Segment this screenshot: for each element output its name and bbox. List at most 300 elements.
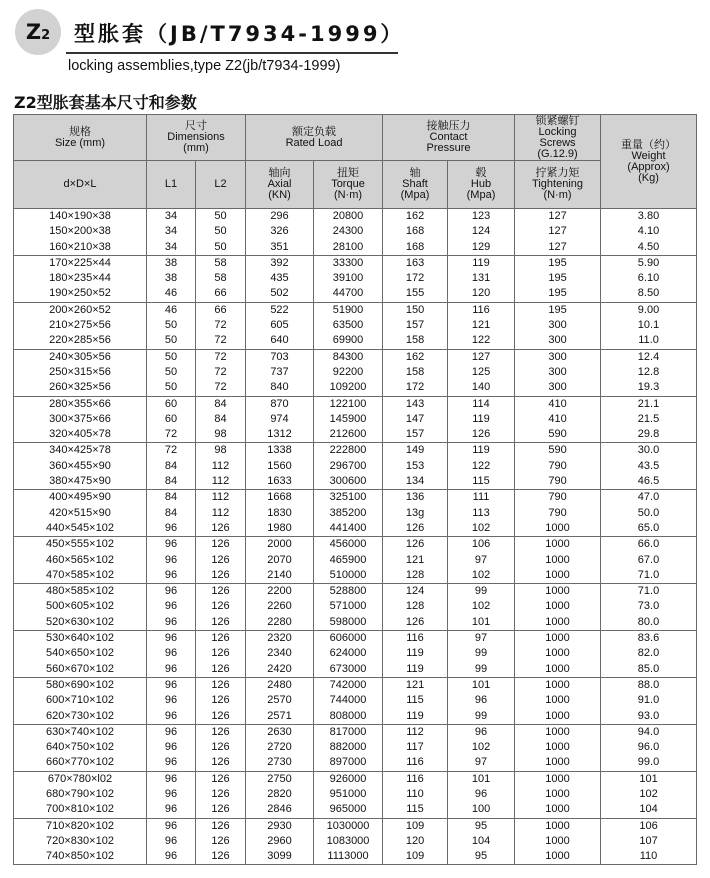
size-cell: 250×315×56 [14, 365, 147, 380]
axial-cell: 2320 [246, 631, 314, 647]
hub-cell: 122 [448, 459, 515, 474]
hub-cell: 120 [448, 286, 515, 302]
header-line: Size (mm) [54, 136, 106, 149]
size-cell: 360×455×90 [14, 459, 147, 474]
torque-cell: 1083000 [314, 834, 383, 849]
hub-cell: 99 [448, 584, 515, 600]
l2-cell: 50 [196, 224, 246, 239]
l2-cell: 72 [196, 380, 246, 396]
hub-cell: 96 [448, 693, 515, 708]
shaft-cell: 126 [383, 521, 448, 537]
hub-cell: 113 [448, 506, 515, 521]
shaft-cell: 134 [383, 474, 448, 490]
l2-cell: 126 [196, 677, 246, 693]
l2-cell: 126 [196, 755, 246, 771]
l1-cell: 72 [147, 427, 196, 443]
shaft-cell: 119 [383, 646, 448, 661]
tightening-cell: 590 [515, 427, 601, 443]
size-cell: 240×305×56 [14, 349, 147, 365]
header-line: 接触压力 [426, 120, 471, 132]
weight-cell: 11.0 [601, 333, 697, 349]
l2-cell: 72 [196, 365, 246, 380]
tightening-cell: 300 [515, 333, 601, 349]
axial-cell: 2570 [246, 693, 314, 708]
table-row [14, 490, 697, 506]
size-cell: 180×235×44 [14, 271, 147, 286]
weight-cell: 85.0 [601, 662, 697, 678]
l1-cell: 38 [147, 271, 196, 286]
l2-cell: 126 [196, 771, 246, 787]
size-cell: 680×790×102 [14, 787, 147, 802]
header-line: (mm) [183, 142, 209, 154]
header-line: Torque [331, 178, 365, 190]
l1-cell: 46 [147, 302, 196, 318]
l1-cell: 96 [147, 568, 196, 584]
tightening-cell: 790 [515, 474, 601, 490]
torque-cell: 51900 [314, 302, 383, 318]
weight-cell: 71.0 [601, 584, 697, 600]
axial-cell: 392 [246, 255, 314, 271]
axial-cell: 1338 [246, 443, 314, 459]
header-locking-screws [515, 115, 601, 161]
l2-cell: 126 [196, 740, 246, 755]
weight-cell: 83.6 [601, 631, 697, 647]
torque-cell: 571000 [314, 599, 383, 614]
tightening-cell: 195 [515, 255, 601, 271]
l2-cell: 126 [196, 584, 246, 600]
torque-cell: 606000 [314, 631, 383, 647]
torque-cell: 300600 [314, 474, 383, 490]
tightening-cell: 1000 [515, 537, 601, 553]
header-line: 规格 [69, 125, 91, 138]
header-line: 锁紧螺钉 [535, 114, 580, 127]
shaft-cell: 115 [383, 802, 448, 818]
tightening-cell: 1000 [515, 849, 601, 865]
header-line: 重量（约） [621, 138, 677, 151]
weight-cell: 6.10 [601, 271, 697, 286]
torque-cell: 742000 [314, 677, 383, 693]
size-cell: 720×830×102 [14, 834, 147, 849]
weight-cell: 101 [601, 771, 697, 787]
weight-cell: 88.0 [601, 677, 697, 693]
l1-cell: 84 [147, 459, 196, 474]
hub-cell: 127 [448, 349, 515, 365]
hub-cell: 99 [448, 646, 515, 661]
weight-cell: 29.8 [601, 427, 697, 443]
l1-cell: 60 [147, 412, 196, 427]
axial-cell: 2730 [246, 755, 314, 771]
table-row [14, 412, 697, 427]
torque-cell: 817000 [314, 724, 383, 740]
l1-cell: 96 [147, 584, 196, 600]
size-cell: 380×475×90 [14, 474, 147, 490]
tightening-cell: 1000 [515, 599, 601, 614]
l1-cell: 96 [147, 646, 196, 661]
shaft-cell: 119 [383, 662, 448, 678]
axial-cell: 1980 [246, 521, 314, 537]
hub-cell: 97 [448, 631, 515, 647]
header-line: 尺寸 [185, 120, 207, 132]
shaft-cell: 149 [383, 443, 448, 459]
size-cell: 280×355×66 [14, 396, 147, 412]
l2-cell: 112 [196, 474, 246, 490]
tightening-cell: 1000 [515, 771, 601, 787]
size-cell: 210×275×56 [14, 318, 147, 333]
table-row [14, 506, 697, 521]
axial-cell: 522 [246, 302, 314, 318]
weight-cell: 3.80 [601, 209, 697, 225]
table-row [14, 255, 697, 271]
hub-cell: 119 [448, 443, 515, 459]
torque-cell: 465900 [314, 553, 383, 568]
table-row [14, 584, 697, 600]
weight-cell: 10.1 [601, 318, 697, 333]
header-line: Pressure [426, 142, 471, 154]
l1-cell: 96 [147, 662, 196, 678]
size-cell: 140×190×38 [14, 209, 147, 225]
header-line: Tightening [532, 178, 583, 190]
l1-cell: 96 [147, 818, 196, 834]
l2-cell: 112 [196, 490, 246, 506]
l2-cell: 126 [196, 802, 246, 818]
l2-cell: 58 [196, 271, 246, 286]
size-cell: 460×565×102 [14, 553, 147, 568]
hub-cell: 102 [448, 568, 515, 584]
shaft-cell: 128 [383, 568, 448, 584]
axial-cell: 2960 [246, 834, 314, 849]
header-line: Rated Load [285, 136, 343, 149]
axial-cell: 2000 [246, 537, 314, 553]
header-l2: L2 [196, 161, 246, 209]
l1-cell: 96 [147, 615, 196, 631]
weight-cell: 94.0 [601, 724, 697, 740]
header-line: (Kg) [638, 171, 659, 184]
table-row [14, 286, 697, 302]
tightening-cell: 1000 [515, 709, 601, 725]
hub-cell: 119 [448, 255, 515, 271]
shaft-cell: 124 [383, 584, 448, 600]
weight-cell: 4.10 [601, 224, 697, 239]
tightening-cell: 127 [515, 209, 601, 225]
header-line: 扭矩 [337, 167, 359, 179]
shaft-cell: 153 [383, 459, 448, 474]
l1-cell: 96 [147, 834, 196, 849]
weight-cell: 12.4 [601, 349, 697, 365]
weight-cell: 91.0 [601, 693, 697, 708]
shaft-cell: 157 [383, 427, 448, 443]
tightening-cell: 790 [515, 459, 601, 474]
l2-cell: 126 [196, 709, 246, 725]
weight-cell: 66.0 [601, 537, 697, 553]
torque-cell: 222800 [314, 443, 383, 459]
hub-cell: 123 [448, 209, 515, 225]
weight-cell: 12.8 [601, 365, 697, 380]
table-row [14, 615, 697, 631]
table-row [14, 224, 697, 239]
axial-cell: 1560 [246, 459, 314, 474]
table-row [14, 427, 697, 443]
header-line: (Mpa) [466, 189, 496, 201]
header-dxdxl: d×D×L [14, 161, 147, 209]
l1-cell: 84 [147, 490, 196, 506]
axial-cell: 2200 [246, 584, 314, 600]
tightening-cell: 1000 [515, 724, 601, 740]
l2-cell: 126 [196, 631, 246, 647]
table-row [14, 834, 697, 849]
header-line: (KN) [268, 189, 291, 201]
axial-cell: 2820 [246, 787, 314, 802]
table-row [14, 333, 697, 349]
header-axial [246, 161, 314, 209]
table-row [14, 724, 697, 740]
l2-cell: 126 [196, 787, 246, 802]
torque-cell: 69900 [314, 333, 383, 349]
l2-cell: 126 [196, 521, 246, 537]
shaft-cell: 119 [383, 709, 448, 725]
axial-cell: 737 [246, 365, 314, 380]
torque-cell: 145900 [314, 412, 383, 427]
size-cell: 320×405×78 [14, 427, 147, 443]
table-row [14, 459, 697, 474]
hub-cell: 119 [448, 412, 515, 427]
tightening-cell: 195 [515, 286, 601, 302]
size-cell: 540×650×102 [14, 646, 147, 661]
tightening-cell: 1000 [515, 802, 601, 818]
l1-cell: 50 [147, 365, 196, 380]
torque-cell: 92200 [314, 365, 383, 380]
size-cell: 640×750×102 [14, 740, 147, 755]
size-cell: 560×670×102 [14, 662, 147, 678]
table-row [14, 646, 697, 661]
l2-cell: 50 [196, 240, 246, 256]
size-cell: 200×260×52 [14, 302, 147, 318]
size-cell: 670×780×l02 [14, 771, 147, 787]
weight-cell: 93.0 [601, 709, 697, 725]
l1-cell: 96 [147, 740, 196, 755]
shaft-cell: 109 [383, 849, 448, 865]
tightening-cell: 1000 [515, 740, 601, 755]
header-size [14, 115, 147, 161]
size-cell: 520×630×102 [14, 615, 147, 631]
size-cell: 160×210×38 [14, 240, 147, 256]
weight-cell: 21.1 [601, 396, 697, 412]
header-line: (Approx) [627, 160, 670, 173]
axial-cell: 1633 [246, 474, 314, 490]
axial-cell: 605 [246, 318, 314, 333]
torque-cell: 1113000 [314, 849, 383, 865]
size-cell: 530×640×102 [14, 631, 147, 647]
hub-cell: 99 [448, 709, 515, 725]
table-row [14, 787, 697, 802]
axial-cell: 840 [246, 380, 314, 396]
table-row [14, 771, 697, 787]
l1-cell: 96 [147, 677, 196, 693]
tightening-cell: 410 [515, 396, 601, 412]
weight-cell: 19.3 [601, 380, 697, 396]
weight-cell: 4.50 [601, 240, 697, 256]
table-row [14, 818, 697, 834]
weight-cell: 50.0 [601, 506, 697, 521]
tightening-cell: 1000 [515, 787, 601, 802]
shaft-cell: 143 [383, 396, 448, 412]
tightening-cell: 127 [515, 224, 601, 239]
axial-cell: 351 [246, 240, 314, 256]
shaft-cell: 158 [383, 365, 448, 380]
header-line: Locking [538, 125, 577, 138]
torque-cell: 325100 [314, 490, 383, 506]
hub-cell: 122 [448, 333, 515, 349]
torque-cell: 212600 [314, 427, 383, 443]
table-row [14, 755, 697, 771]
l1-cell: 38 [147, 255, 196, 271]
badge-letter: Z [25, 20, 42, 44]
l2-cell: 66 [196, 302, 246, 318]
hub-cell: 126 [448, 427, 515, 443]
l2-cell: 98 [196, 443, 246, 459]
weight-cell: 21.5 [601, 412, 697, 427]
l2-cell: 126 [196, 553, 246, 568]
table-row [14, 240, 697, 256]
axial-cell: 2571 [246, 709, 314, 725]
l1-cell: 96 [147, 771, 196, 787]
size-cell: 620×730×102 [14, 709, 147, 725]
l1-cell: 96 [147, 537, 196, 553]
header-line: 额定负载 [292, 125, 336, 138]
specs-table [13, 114, 697, 865]
l2-cell: 126 [196, 646, 246, 661]
shaft-cell: 162 [383, 209, 448, 225]
shaft-cell: 162 [383, 349, 448, 365]
torque-cell: 20800 [314, 209, 383, 225]
axial-cell: 2846 [246, 802, 314, 818]
l1-cell: 34 [147, 224, 196, 239]
header-line: Hub [470, 178, 492, 190]
header-line: 拧紧力矩 [535, 167, 580, 179]
l2-cell: 72 [196, 333, 246, 349]
axial-cell: 2930 [246, 818, 314, 834]
table-row [14, 443, 697, 459]
table-row [14, 537, 697, 553]
l1-cell: 34 [147, 209, 196, 225]
weight-cell: 106 [601, 818, 697, 834]
tightening-cell: 1000 [515, 677, 601, 693]
header-line: Screws [539, 136, 576, 149]
weight-cell: 104 [601, 802, 697, 818]
shaft-cell: 126 [383, 537, 448, 553]
torque-cell: 456000 [314, 537, 383, 553]
hub-cell: 102 [448, 599, 515, 614]
torque-cell: 528800 [314, 584, 383, 600]
axial-cell: 2750 [246, 771, 314, 787]
size-cell: 190×250×52 [14, 286, 147, 302]
torque-cell: 744000 [314, 693, 383, 708]
size-cell: 220×285×56 [14, 333, 147, 349]
l2-cell: 72 [196, 318, 246, 333]
tightening-cell: 1000 [515, 584, 601, 600]
axial-cell: 1668 [246, 490, 314, 506]
axial-cell: 326 [246, 224, 314, 239]
weight-cell: 67.0 [601, 553, 697, 568]
header-line: (N·m) [333, 189, 363, 201]
torque-cell: 897000 [314, 755, 383, 771]
header-dimensions [147, 115, 246, 161]
table-row [14, 662, 697, 678]
tightening-cell: 1000 [515, 646, 601, 661]
torque-cell: 1030000 [314, 818, 383, 834]
size-cell: 710×820×102 [14, 818, 147, 834]
axial-cell: 974 [246, 412, 314, 427]
torque-cell: 624000 [314, 646, 383, 661]
page-subtitle: locking assemblies,type Z2(jb/t7934-1999) [68, 58, 341, 74]
header-shaft [383, 161, 448, 209]
shaft-cell: 121 [383, 677, 448, 693]
l1-cell: 50 [147, 380, 196, 396]
l2-cell: 126 [196, 818, 246, 834]
size-cell: 420×515×90 [14, 506, 147, 521]
l1-cell: 96 [147, 787, 196, 802]
badge-subscript: 2 [41, 27, 51, 43]
size-cell: 170×225×44 [14, 255, 147, 271]
table-row [14, 553, 697, 568]
tightening-cell: 1000 [515, 693, 601, 708]
shaft-cell: 150 [383, 302, 448, 318]
table-row [14, 318, 697, 333]
axial-cell: 1830 [246, 506, 314, 521]
axial-cell: 435 [246, 271, 314, 286]
hub-cell: 131 [448, 271, 515, 286]
header-rated-load [246, 115, 383, 161]
l1-cell: 50 [147, 333, 196, 349]
shaft-cell: 136 [383, 490, 448, 506]
torque-cell: 44700 [314, 286, 383, 302]
size-cell: 700×810×102 [14, 802, 147, 818]
header-line: 轴 [409, 167, 421, 179]
shaft-cell: 126 [383, 615, 448, 631]
header-torque [314, 161, 383, 209]
hub-cell: 124 [448, 224, 515, 239]
shaft-cell: 110 [383, 787, 448, 802]
tightening-cell: 300 [515, 349, 601, 365]
header-line: (G.12.9) [537, 147, 578, 160]
tightening-cell: 300 [515, 318, 601, 333]
hub-cell: 96 [448, 724, 515, 740]
size-cell: 340×425×78 [14, 443, 147, 459]
l1-cell: 96 [147, 724, 196, 740]
shaft-cell: 158 [383, 333, 448, 349]
shaft-cell: 13g [383, 506, 448, 521]
tightening-cell: 300 [515, 380, 601, 396]
shaft-cell: 168 [383, 240, 448, 256]
hub-cell: 140 [448, 380, 515, 396]
hub-cell: 97 [448, 755, 515, 771]
torque-cell: 673000 [314, 662, 383, 678]
torque-cell: 122100 [314, 396, 383, 412]
weight-cell: 47.0 [601, 490, 697, 506]
axial-cell: 2140 [246, 568, 314, 584]
tightening-cell: 1000 [515, 553, 601, 568]
size-cell: 400×495×90 [14, 490, 147, 506]
torque-cell: 296700 [314, 459, 383, 474]
size-cell: 600×710×102 [14, 693, 147, 708]
table-row [14, 302, 697, 318]
axial-cell: 502 [246, 286, 314, 302]
hub-cell: 115 [448, 474, 515, 490]
torque-cell: 598000 [314, 615, 383, 631]
torque-cell: 24300 [314, 224, 383, 239]
torque-cell: 808000 [314, 709, 383, 725]
weight-cell: 80.0 [601, 615, 697, 631]
table-row [14, 693, 697, 708]
